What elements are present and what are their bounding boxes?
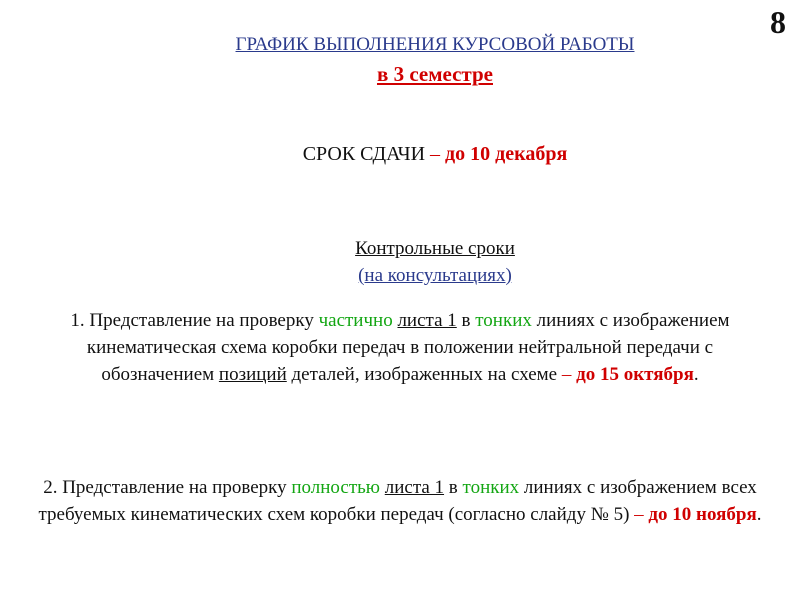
item2-dash: –	[634, 504, 649, 525]
item2-thin: тонких	[462, 477, 520, 498]
deadline-label: СРОК СДАЧИ	[302, 143, 426, 165]
item1-text-e: деталей, изображенных на схеме	[286, 364, 562, 385]
page-number: 8	[770, 4, 786, 40]
item1-text-d: линиях с изображением кинематическая схема коробки передач в положении нейтральной передачи с обозначением	[86, 310, 730, 385]
requirement-item-2	[30, 474, 770, 528]
item2-date: до 10 ноября	[648, 504, 757, 525]
deadline-line	[150, 143, 720, 166]
item1-positions: позиций	[218, 364, 287, 385]
item2-end: .	[756, 504, 762, 525]
item2-full: полностью	[291, 477, 380, 498]
item2-text-c: в	[444, 477, 463, 498]
page-title: ГРАФИК ВЫПОЛНЕНИЯ КУРСОВОЙ РАБОТЫ	[235, 34, 635, 55]
control-title: Контрольные сроки	[355, 238, 515, 259]
item1-date: до 15 октября	[576, 364, 694, 385]
requirement-item-1	[30, 307, 770, 388]
item1-dash: –	[561, 364, 577, 385]
item1-partial: частично	[318, 310, 393, 331]
deadline-separator: –	[425, 143, 446, 165]
item1-thin: тонких	[475, 310, 532, 331]
item2-text-a: 2. Представление на проверку	[43, 477, 292, 498]
item1-text-c: в	[456, 310, 476, 331]
item2-text-d: линиях с изображением всех требуемых кинематических схем коробки передач (согласно слайду № 5)	[38, 477, 757, 525]
page-subtitle: в 3 семестре	[376, 62, 493, 86]
item1-end: .	[693, 364, 699, 385]
item2-sheet: листа 1	[384, 477, 445, 498]
item1-sheet: листа 1	[397, 310, 457, 331]
deadline-date: до 10 декабря	[445, 143, 568, 165]
item1-text-a: 1. Представление на проверку	[70, 310, 319, 331]
control-subtitle: (на консультациях)	[358, 265, 512, 286]
